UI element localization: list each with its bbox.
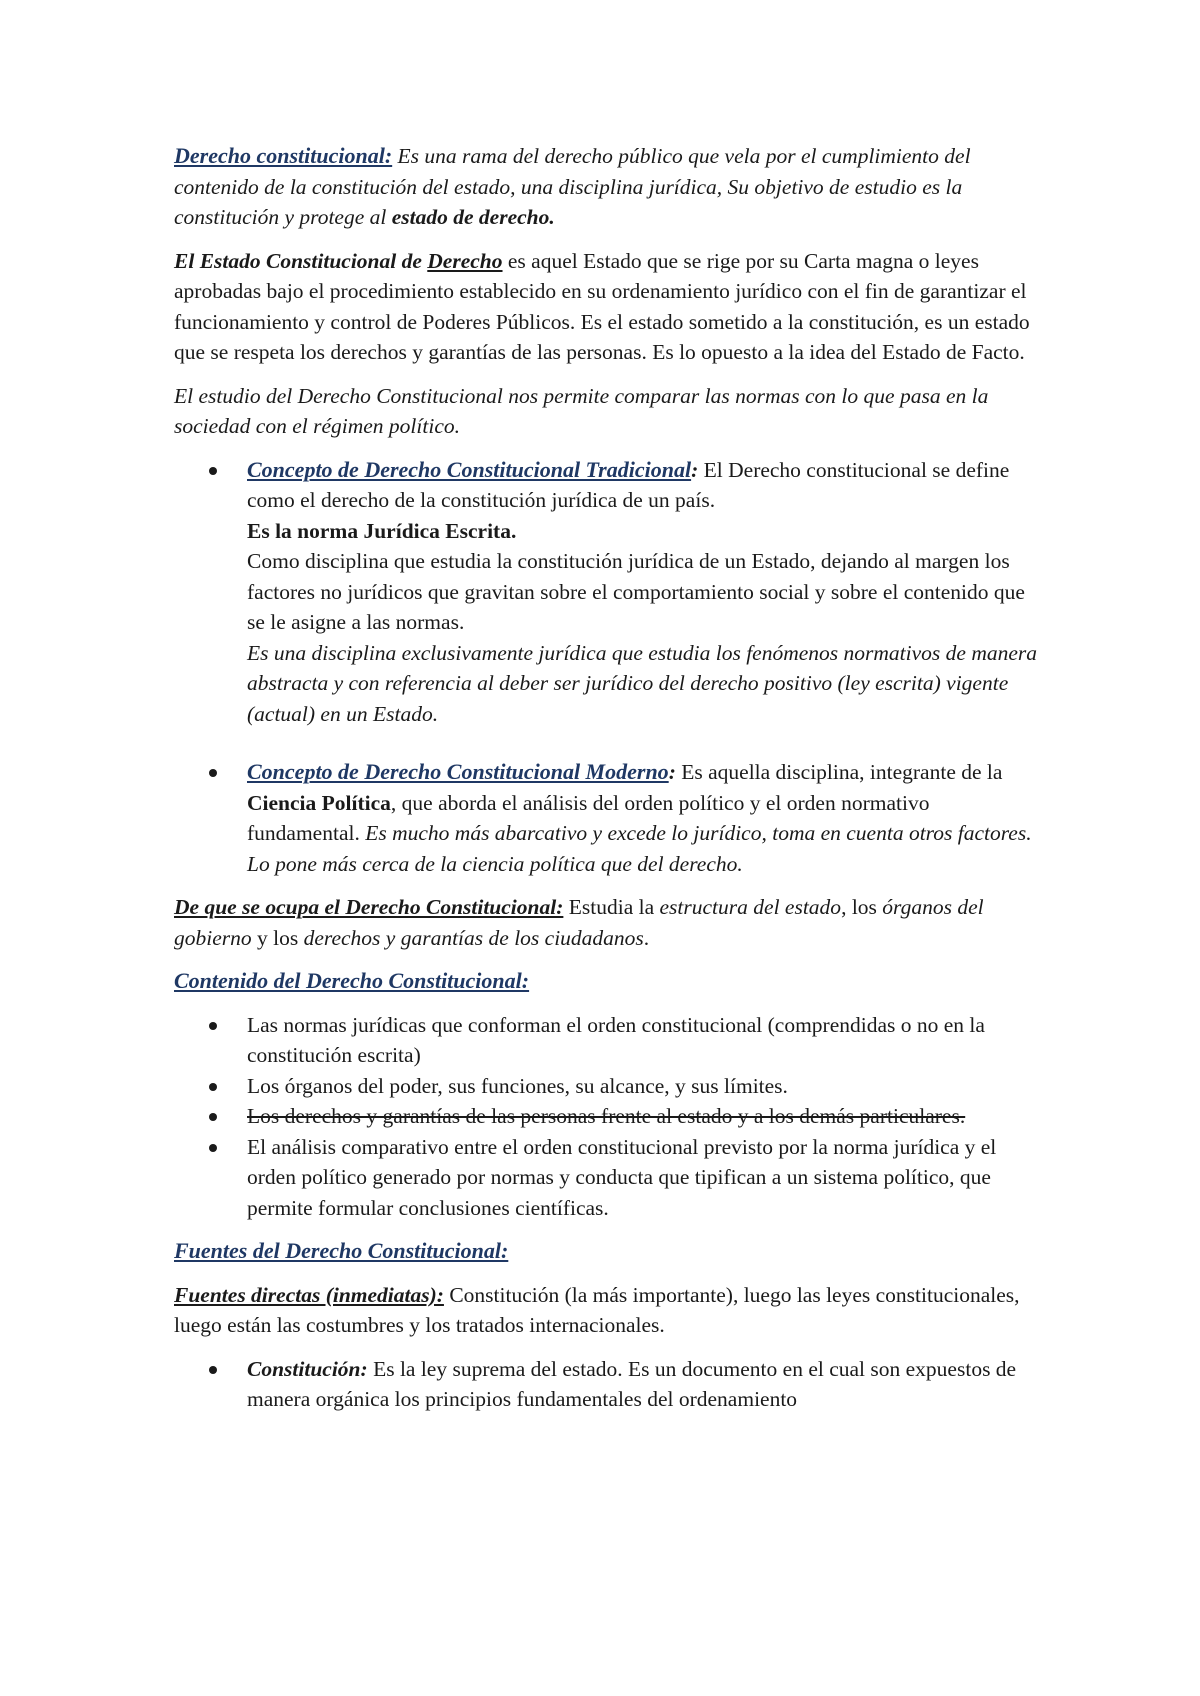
list-item: Las normas jurídicas que conforman el orden constitucional (comprendidas o no en la constitución escrita) bbox=[247, 1010, 1040, 1071]
definicion-text: Es una rama del derecho público que vela por el cumplimiento del contenido de la constitución del estado, una disciplina jurídica, Su objetivo de estudio es la constitución y protege al bbox=[174, 144, 971, 229]
ocupa-text-2: , los bbox=[841, 895, 883, 919]
fuentes-directas-text: Constitución (la más importante), luego las leyes constitucionales, luego están las costumbres y los tratados internacionales. bbox=[174, 1282, 1020, 1337]
paragraph-estudio: El estudio del Derecho Constitucional nos permite comparar las normas con lo que pasa en la sociedad con el régimen político. bbox=[174, 383, 989, 438]
ocupa-italic-2: órganos del gobierno bbox=[174, 895, 984, 950]
concepto-moderno-italic: Es mucho más abarcativo y excede lo jurídico, toma en cuenta otros factores. Lo pone más cerca de la ciencia política que del derecho. bbox=[247, 821, 1032, 876]
list-item-concepto-tradicional bbox=[247, 455, 1040, 730]
list-item: Los órganos del poder, sus funciones, su alcance, y sus límites. bbox=[247, 1071, 1040, 1102]
paragraph-estado-constitucional bbox=[174, 246, 1040, 368]
heading-fuentes bbox=[174, 1236, 1040, 1267]
fuentes-directas-term: Fuentes directas (inmediatas): bbox=[174, 1282, 444, 1307]
concept-list bbox=[174, 455, 1040, 880]
estado-constitucional-text: es aquel Estado que se rige por su Carta magna o leyes aprobadas bajo el procedimiento establecido en su ordenamiento jurídico con el fin de garantizar el funcionamiento y control de Poderes Públicos. Es el estado sometido a la constitución, es un estado que se respeta los derechos y garantías de las personas. Es lo opuesto a la idea del Estado de Facto. bbox=[174, 248, 1030, 364]
heading-contenido bbox=[174, 966, 1040, 997]
ocupa-text-1: Estudia la bbox=[563, 895, 660, 919]
derecho-underlined: Derecho bbox=[427, 248, 503, 273]
paragraph-de-que-se-ocupa bbox=[174, 892, 1040, 953]
estado-de-derecho-bold: estado de derecho. bbox=[391, 205, 555, 229]
ocupa-italic-3: derechos y garantías de los ciudadanos bbox=[303, 925, 644, 950]
concepto-tradicional-text2: Como disciplina que estudia la constitución jurídica de un Estado, dejando al margen los factores no jurídicos que gravitan sobre el comportamiento social y sobre el contenido que se le asigne a las normas. bbox=[247, 549, 1025, 634]
ocupa-text-3: y los bbox=[251, 925, 304, 950]
concepto-moderno-text2: , que aborda el análisis del orden político y el orden normativo fundamental. bbox=[247, 790, 930, 845]
concepto-moderno-title: Concepto de Derecho Constitucional Moderno bbox=[247, 759, 669, 784]
list-item-constitucion bbox=[247, 1354, 1040, 1415]
estado-constitucional-lead: El Estado Constitucional de bbox=[174, 248, 428, 273]
ocupa-term: De que se ocupa el Derecho Constitucional: bbox=[174, 895, 564, 919]
concepto-tradicional-italic: Es una disciplina exclusivamente jurídica que estudia los fenómenos normativos de manera abstracta y con referencia al deber ser jurídico del derecho positivo (ley escrita) vigente (actual) en un Estado. bbox=[247, 640, 1037, 726]
ciencia-politica-bold: Ciencia Política bbox=[247, 790, 391, 815]
term-derecho-constitucional: Derecho constitucional: bbox=[174, 143, 393, 168]
paragraph-fuentes-directas bbox=[174, 1280, 1040, 1341]
fuentes-heading-text: Fuentes del Derecho Constitucional: bbox=[174, 1238, 509, 1263]
list-item-concepto-moderno bbox=[247, 757, 1040, 879]
concepto-tradicional-colon: : bbox=[691, 457, 699, 482]
constitucion-term: Constitución: bbox=[247, 1356, 368, 1381]
paragraph-definicion bbox=[174, 141, 1040, 233]
list-item: El análisis comparativo entre el orden constitucional previsto por la norma jurídica y el orden político generado por normas y conducta que tipifican a un sistema político, que permite formular conclusiones científicas. bbox=[247, 1132, 1040, 1224]
ocupa-text-4: . bbox=[643, 925, 650, 950]
concepto-tradicional-text: El Derecho constitucional se define como el derecho de la constitución jurídica de un país. bbox=[247, 457, 1010, 512]
norma-juridica-escrita: Es la norma Jurídica Escrita. bbox=[247, 518, 517, 543]
concepto-moderno-text1: Es aquella disciplina, integrante de la bbox=[675, 760, 1003, 784]
contenido-heading-text: Contenido del Derecho Constitucional: bbox=[174, 968, 530, 993]
list-item-struck: Los derechos y garantías de las personas frente al estado y a los demás particulares. bbox=[247, 1101, 1040, 1132]
constitucion-text: Es la ley suprema del estado. Es un documento en el cual son expuestos de manera orgánica los principios fundamentales del ordenamiento bbox=[247, 1356, 1017, 1411]
concepto-moderno-colon: : bbox=[668, 760, 676, 784]
ocupa-italic-1: estructura del estado bbox=[659, 895, 842, 919]
contenido-list bbox=[174, 1010, 1040, 1224]
concepto-tradicional-title: Concepto de Derecho Constitucional Tradicional bbox=[247, 456, 692, 482]
fuentes-list bbox=[174, 1354, 1040, 1415]
